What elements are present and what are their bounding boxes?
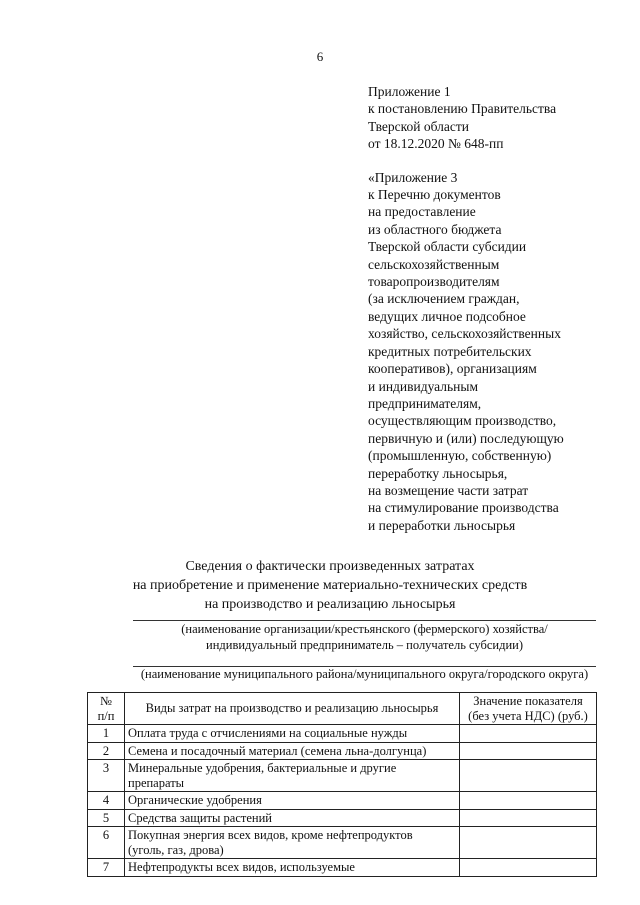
row-num: 3 [88, 760, 125, 792]
appendix-1-line: от 18.12.2020 № 648-пп [368, 136, 504, 152]
row-cost-type [125, 725, 460, 743]
appendix-3-line: кооперативов), организациям [368, 361, 537, 377]
row-value-cell[interactable] [460, 792, 597, 810]
title-line: на производство и реализацию льносырья [204, 597, 456, 612]
header-value [460, 693, 597, 725]
appendix-3-line: товаропроизводителям [368, 274, 500, 290]
document-title [110, 557, 550, 614]
organization-hint-line: (наименование организации/крестьянского (фермерского) хозяйства/ [181, 622, 548, 636]
page-number: 6 [316, 49, 324, 64]
appendix-3-line: и переработки льносырья [368, 517, 516, 533]
row-text-line: Минеральные удобрения, бактериальные и другие [128, 761, 397, 775]
row-value-cell[interactable] [460, 742, 597, 760]
row-value-cell[interactable] [460, 859, 597, 877]
row-text-line: Семена и посадочный материал (семена льна-долгунца) [128, 743, 427, 758]
appendix-3-line: на предоставление [368, 204, 476, 220]
table-row [88, 809, 597, 827]
row-cost-type [125, 792, 460, 810]
appendix-3-line: сельскохозяйственным [368, 256, 500, 272]
appendix-3-line: переработку льносырья, [368, 465, 508, 481]
row-num: 5 [88, 809, 125, 827]
row-text-line: Покупная энергия всех видов, кроме нефтепродуктов [128, 828, 413, 842]
row-text-line: Средства защиты растений [128, 810, 272, 825]
row-cost-type [125, 760, 460, 792]
row-text-line: Оплата труда с отчислениями на социальные нужды [128, 726, 408, 740]
row-value-cell[interactable] [460, 827, 597, 859]
header-num-line: п/п [97, 708, 115, 723]
row-cost-type [125, 827, 460, 859]
appendix-3-line: к Перечню документов [368, 187, 501, 203]
table-row [88, 859, 597, 877]
appendix-1-block [368, 83, 628, 153]
appendix-3-line: Тверской области субсидии [368, 239, 527, 255]
appendix-3-line: на стимулирование производства [368, 500, 559, 516]
appendix-3-line: ведущих личное подсобное [368, 308, 526, 324]
appendix-1-line: Тверской области [368, 118, 469, 134]
row-cost-type [125, 809, 460, 827]
appendix-3-block [368, 169, 628, 535]
row-num: 2 [88, 742, 125, 760]
row-num: 6 [88, 827, 125, 859]
table-row [88, 827, 597, 859]
organization-hint [133, 622, 596, 653]
organization-fill-line[interactable] [133, 620, 596, 621]
title-line: на приобретение и применение материально-технических средств [132, 578, 528, 593]
appendix-3-line: хозяйство, сельскохозяйственных [368, 326, 561, 342]
row-value-cell[interactable] [460, 809, 597, 827]
row-cost-type [125, 742, 460, 760]
appendix-3-line: (промышленную, собственную) [368, 448, 552, 464]
appendix-3-line: осуществляющим производство, [368, 413, 557, 429]
appendix-3-line: на возмещение части затрат [368, 482, 529, 498]
table-row [88, 792, 597, 810]
row-text-line: (уголь, газ, дрова) [128, 842, 224, 857]
header-value-line: (без учета НДС) (руб.) [468, 708, 588, 723]
row-cost-type [125, 859, 460, 877]
row-num: 4 [88, 792, 125, 810]
table-row [88, 725, 597, 743]
row-text-line: Нефтепродукты всех видов, используемые [128, 860, 355, 874]
table-row [88, 760, 597, 792]
row-value-cell[interactable] [460, 725, 597, 743]
appendix-3-line: кредитных потребительских [368, 343, 532, 359]
organization-hint-line: индивидуальный предприниматель – получатель субсидии) [206, 637, 523, 652]
header-num [88, 693, 125, 725]
row-num: 1 [88, 725, 125, 743]
row-text-line: Органические удобрения [128, 793, 262, 807]
costs-table [87, 692, 597, 877]
municipality-hint: (наименование муниципального района/муниципального округа/городского округа) [140, 667, 589, 681]
header-value-line: Значение показателя [473, 694, 583, 708]
appendix-3-line: из областного бюджета [368, 221, 502, 237]
row-text-line: препараты [128, 775, 185, 790]
table-header-row [88, 693, 597, 725]
appendix-3-line: первичную и (или) последующую [368, 430, 564, 446]
table-row [88, 742, 597, 760]
appendix-3-line: и индивидуальным [368, 378, 479, 394]
row-num: 7 [88, 859, 125, 877]
appendix-3-line: (за исключением граждан, [368, 291, 520, 307]
appendix-1-line: Приложение 1 [368, 84, 451, 99]
appendix-3-line: предпринимателям, [368, 395, 482, 411]
row-value-cell[interactable] [460, 760, 597, 792]
appendix-header [368, 83, 628, 534]
appendix-1-line: к постановлению Правительства [368, 101, 557, 117]
header-cost-type: Виды затрат на производство и реализацию льносырья [125, 693, 460, 725]
appendix-3-line: «Приложение 3 [368, 169, 458, 185]
header-num-line: № [100, 694, 112, 708]
title-line: Сведения о фактически произведенных затратах [185, 559, 475, 574]
